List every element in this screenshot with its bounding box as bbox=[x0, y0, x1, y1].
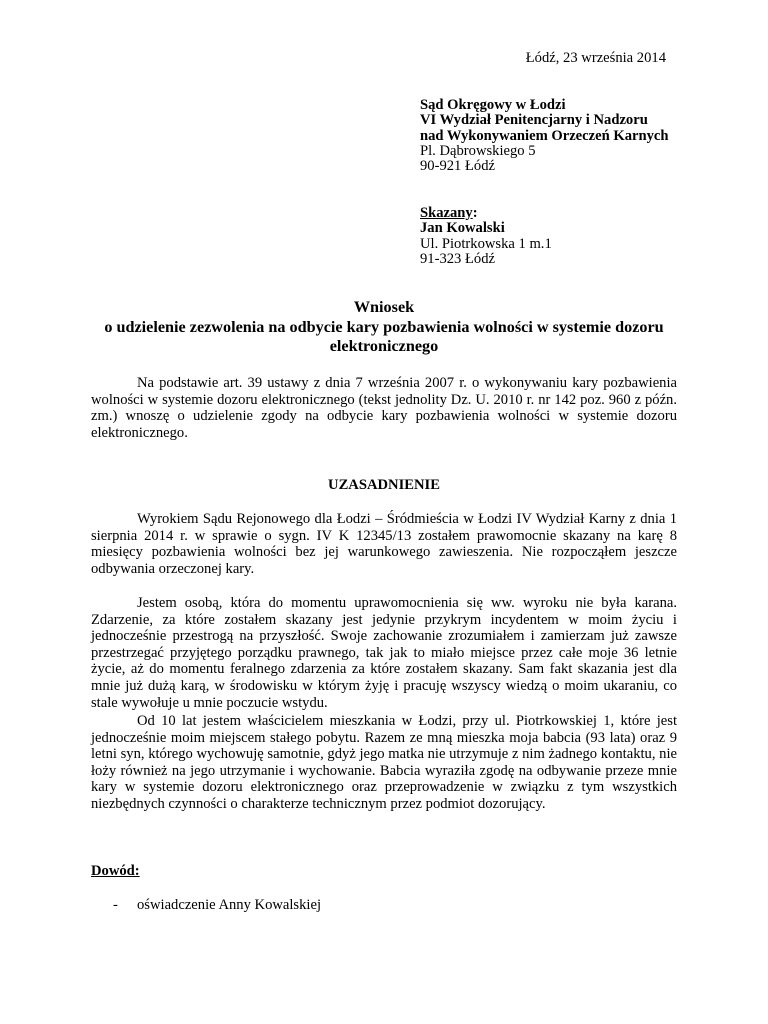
justification-paragraph-3 bbox=[91, 713, 677, 813]
convict-label-colon: : bbox=[472, 205, 478, 221]
justification-paragraph-1 bbox=[91, 511, 677, 577]
list-bullet: - bbox=[113, 897, 118, 913]
title-line-1: Wniosek bbox=[353, 298, 415, 316]
convict-street: Ul. Piotrkowska 1 m.1 bbox=[420, 235, 552, 252]
justification-heading: UZASADNIENIE bbox=[328, 477, 440, 493]
evidence-label: Dowód: bbox=[91, 863, 140, 879]
request-paragraph bbox=[91, 375, 677, 441]
evidence-item-text: oświadczenie Anny Kowalskiej bbox=[137, 897, 321, 913]
justification-paragraph-1-text: Wyrokiem Sądu Rejonowego dla Łodzi – Śródmieścia w Łodzi IV Wydział Karny z dnia 1 sierpnia 2014 r. w sprawie o sygn. IV K 12345/13 zostałem prawomocnie skazany na karę 8 miesięcy pozbawienia wolności bez jej warunkowego zawieszenia. Nie rozpocząłem jeszcze odbywania orzeczonej kary. bbox=[91, 511, 677, 577]
court-street: Pl. Dąbrowskiego 5 bbox=[420, 142, 536, 159]
request-paragraph-text: Na podstawie art. 39 ustawy z dnia 7 września 2007 r. o wykonywaniu kary pozbawienia wolności w systemie dozoru elektronicznego (tekst jednolity Dz. U. 2010 r. nr 142 poz. 960 z późn. zm.) wnoszę o udzielenie zgody na odbycie kary pozbawienia wolności w systemie dozoru elektronicznego. bbox=[91, 375, 677, 441]
title-line-2: o udzielenie zezwolenia na odbycie kary pozbawienia wolności w systemie dozoru elektronicznego bbox=[104, 317, 664, 355]
convict-label-line bbox=[420, 206, 740, 221]
court-name: Sąd Okręgowy w Łodzi bbox=[420, 97, 566, 113]
court-division: VI Wydział Penitencjarny i Nadzoru bbox=[420, 112, 648, 129]
date-line: Łódź, 23 września 2014 bbox=[525, 50, 666, 66]
court-division-cont: nad Wykonywaniem Orzeczeń Karnych bbox=[420, 127, 669, 144]
evidence-list-item bbox=[113, 896, 321, 914]
justification-paragraph-2 bbox=[91, 595, 677, 711]
convict-label: Skazany bbox=[420, 205, 473, 221]
convict-city: 91-323 Łódź bbox=[420, 250, 495, 267]
convict-name: Jan Kowalski bbox=[420, 220, 505, 237]
court-address-block bbox=[420, 98, 740, 174]
document-title bbox=[91, 298, 677, 357]
convict-address-block bbox=[420, 206, 740, 267]
court-city: 90-921 Łódź bbox=[420, 158, 495, 175]
justification-paragraph-3-text: Od 10 lat jestem właścicielem mieszkania w Łodzi, przy ul. Piotrkowskiej 1, które jest jednocześnie moim miejscem stałego pobytu. Razem ze mną mieszka moja babcia (93 lata) oraz 9 letni syn, którego wychowuję samotnie, gdyż jego matka nie utrzymuje z nim żadnego kontaktu, nie łoży również na jego utrzymanie i wychowanie. Babcia wyraziła zgodę na odbywanie przeze mnie kary w systemie dozoru elektronicznego oraz przeprowadzenie w związku z tym wszystkich niezbędnych czynności o charakterze technicznym przez podmiot dozorujący. bbox=[91, 713, 677, 812]
justification-paragraph-2-text: Jestem osobą, która do momentu uprawomocnienia się ww. wyroku nie była karana. Zdarzenie, za które zostałem skazany jest jedynie przykrym incydentem w moim życiu i jednocześnie przestrogą na przyszłość. Swoje zachowanie zrozumiałem i zamierzam już zawsze przestrzegać przyjętego porządku prawnego, tak jak to miało miejsce przez całe moje 36 letnie życie, aż do momentu feralnego zdarzenia za które zostałem skazany. Sam fakt skazania jest dla mnie już dużą karą, w środowisku w którym żyję i pracuję wszyscy wiedzą o moim ukaraniu, co stale wywołuje u mnie poczucie wstydu. bbox=[91, 595, 677, 711]
